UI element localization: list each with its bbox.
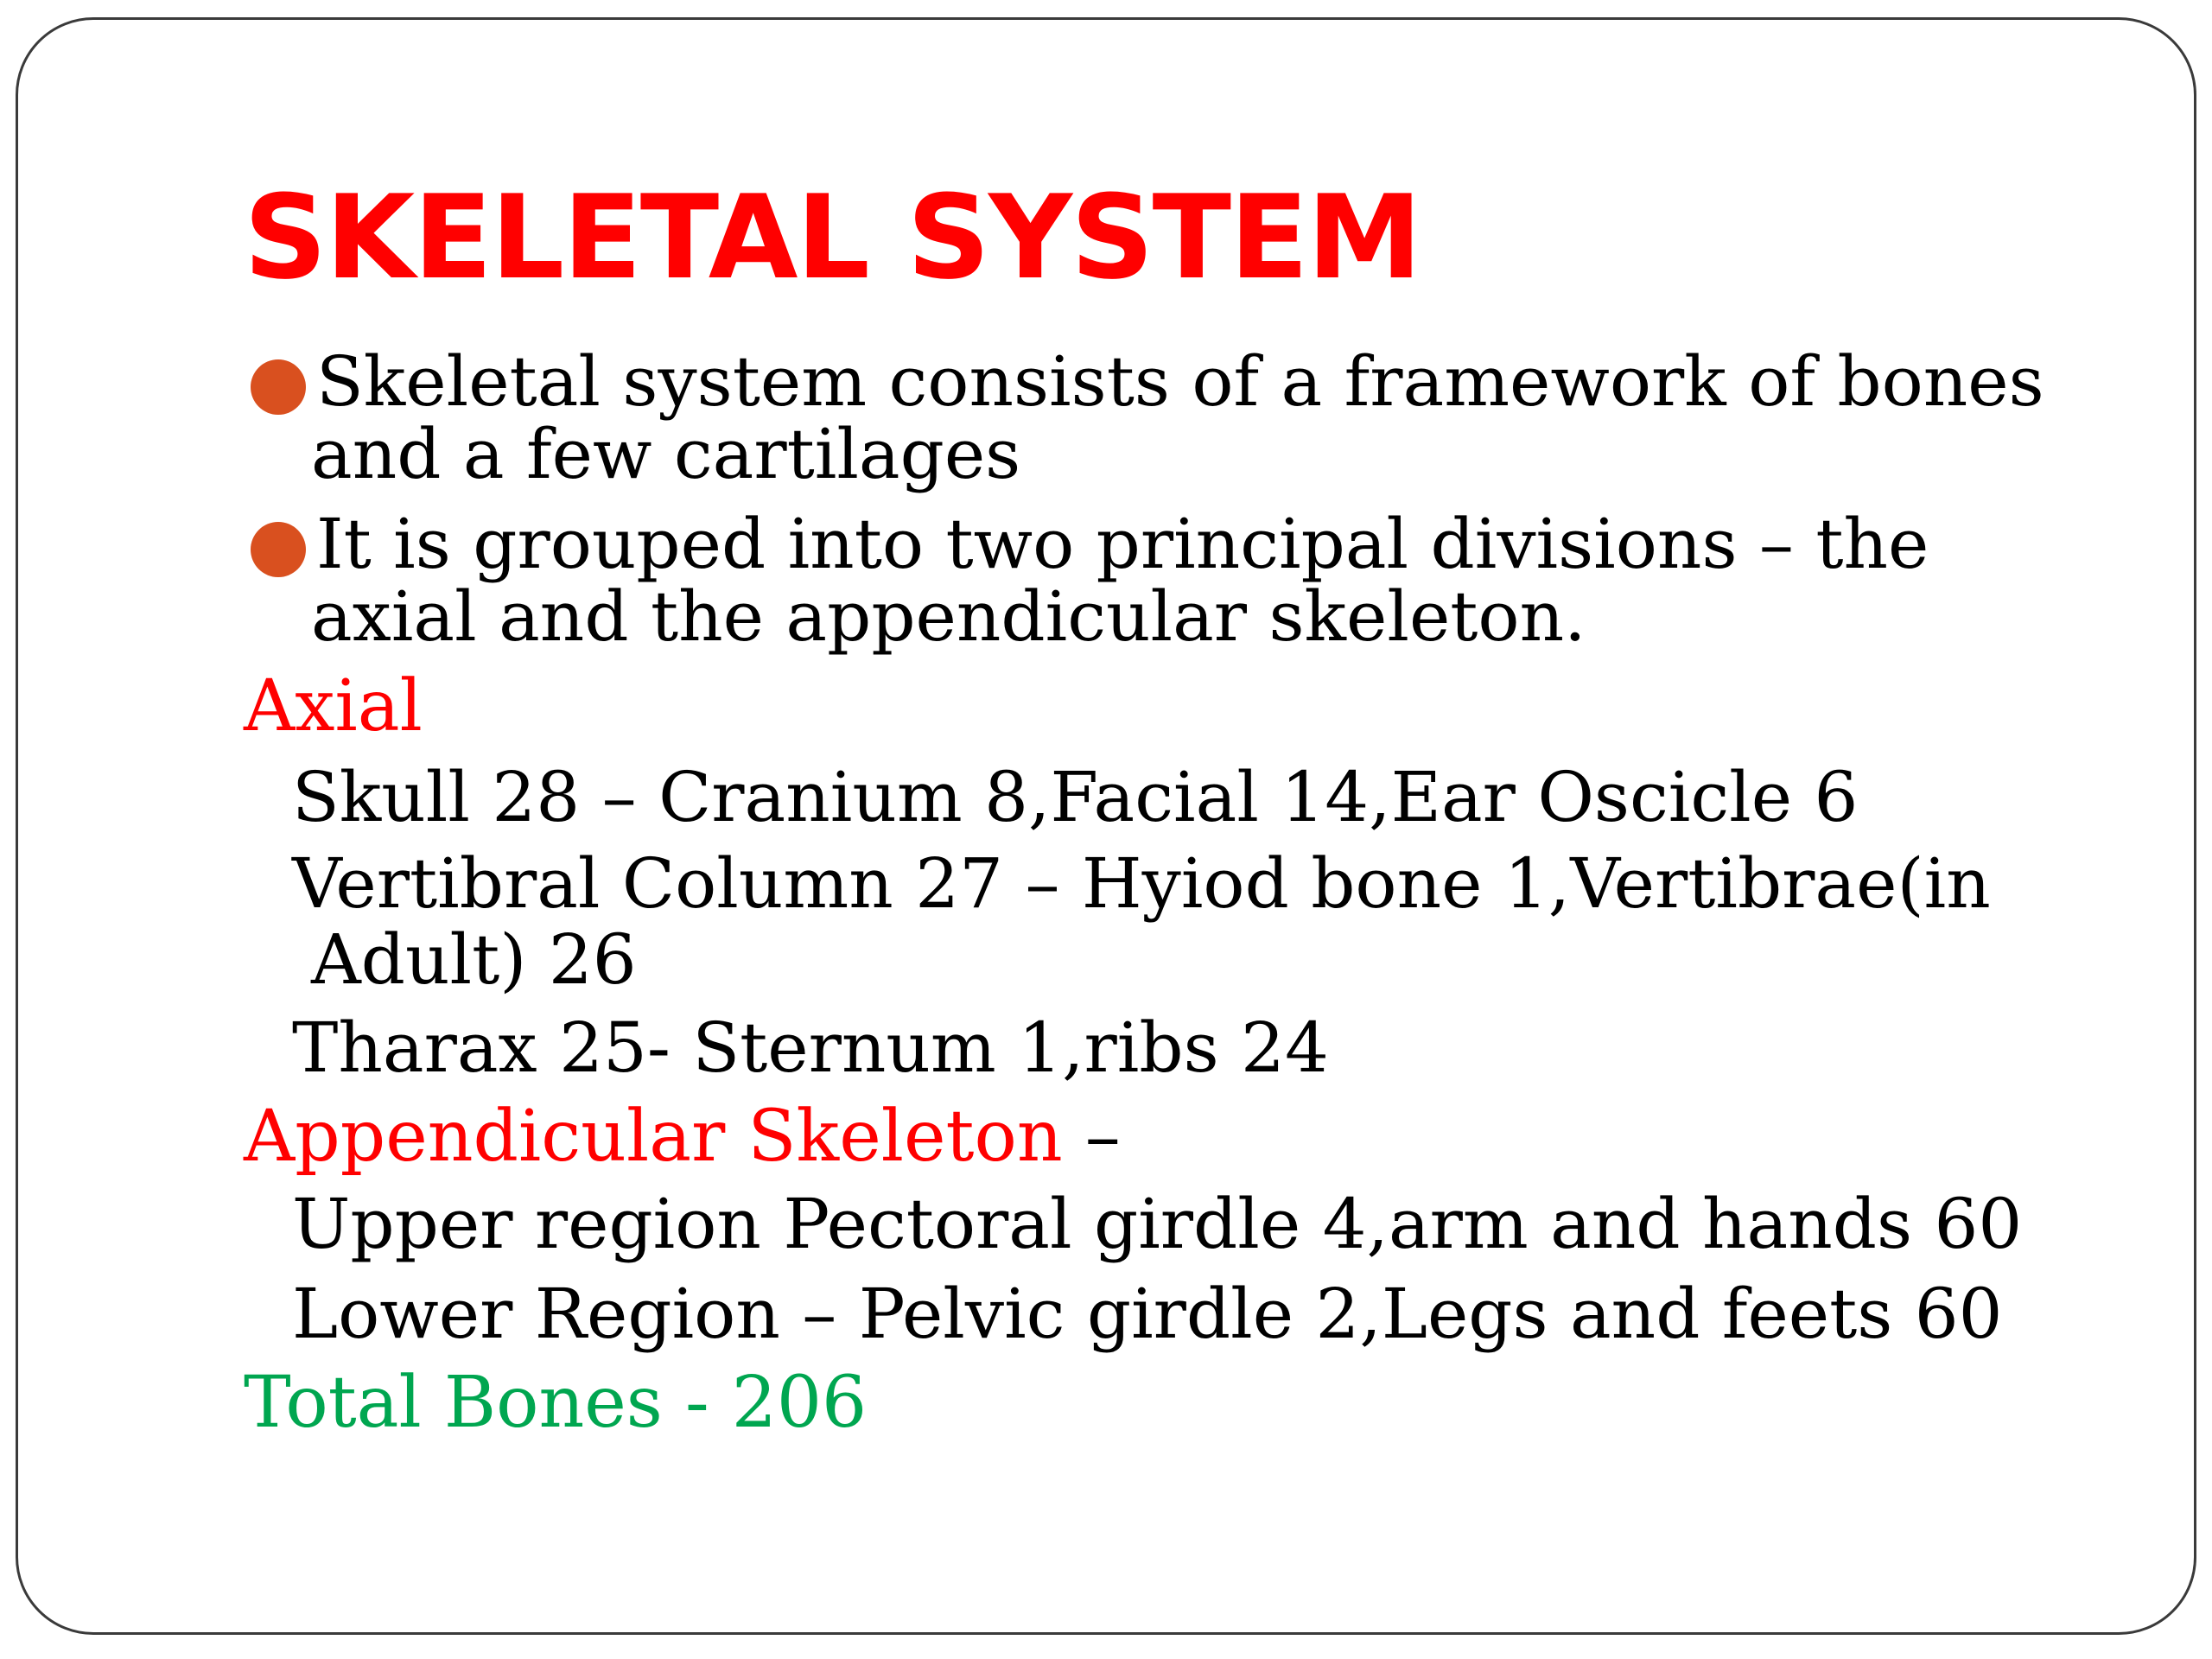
slide-title: SKELETAL SYSTEM: [244, 170, 1421, 305]
upper-region-line: Upper region Pectoral girdle 4,arm and hands 60: [292, 1184, 2023, 1264]
bullet-2-line-1: It is grouped into two principal divisions – the: [316, 504, 1929, 584]
thorax-line: Tharax 25- Sternum 1,ribs 24: [292, 1007, 1329, 1088]
axial-heading: Axial: [244, 665, 423, 747]
bullet-dot-icon: [251, 522, 306, 577]
appendicular-heading-dash: –: [1062, 1096, 1121, 1178]
bullet-1-line-1: Skeletal system consists of a framework of bones: [316, 341, 2044, 422]
bullet-2-line-2: axial and the appendicular skeleton.: [311, 576, 1586, 657]
lower-region-line: Lower Region – Pelvic girdle 2,Legs and feets 60: [292, 1274, 2003, 1354]
appendicular-heading: [244, 1096, 1121, 1179]
vertebral-line-1: Vertibral Column 27 – Hyiod bone 1,Vertibrae(in: [292, 843, 1991, 924]
bullet-dot-icon: [251, 359, 306, 415]
vertebral-line-2: Adult) 26: [311, 919, 637, 1000]
total-bones: Total Bones - 206: [244, 1362, 868, 1444]
bullet-1-line-2: and a few cartilages: [311, 414, 1021, 494]
appendicular-heading-text: Appendicular Skeleton: [244, 1096, 1063, 1178]
skull-line: Skull 28 – Cranium 8,Facial 14,Ear Oscicle 6: [292, 757, 1859, 837]
